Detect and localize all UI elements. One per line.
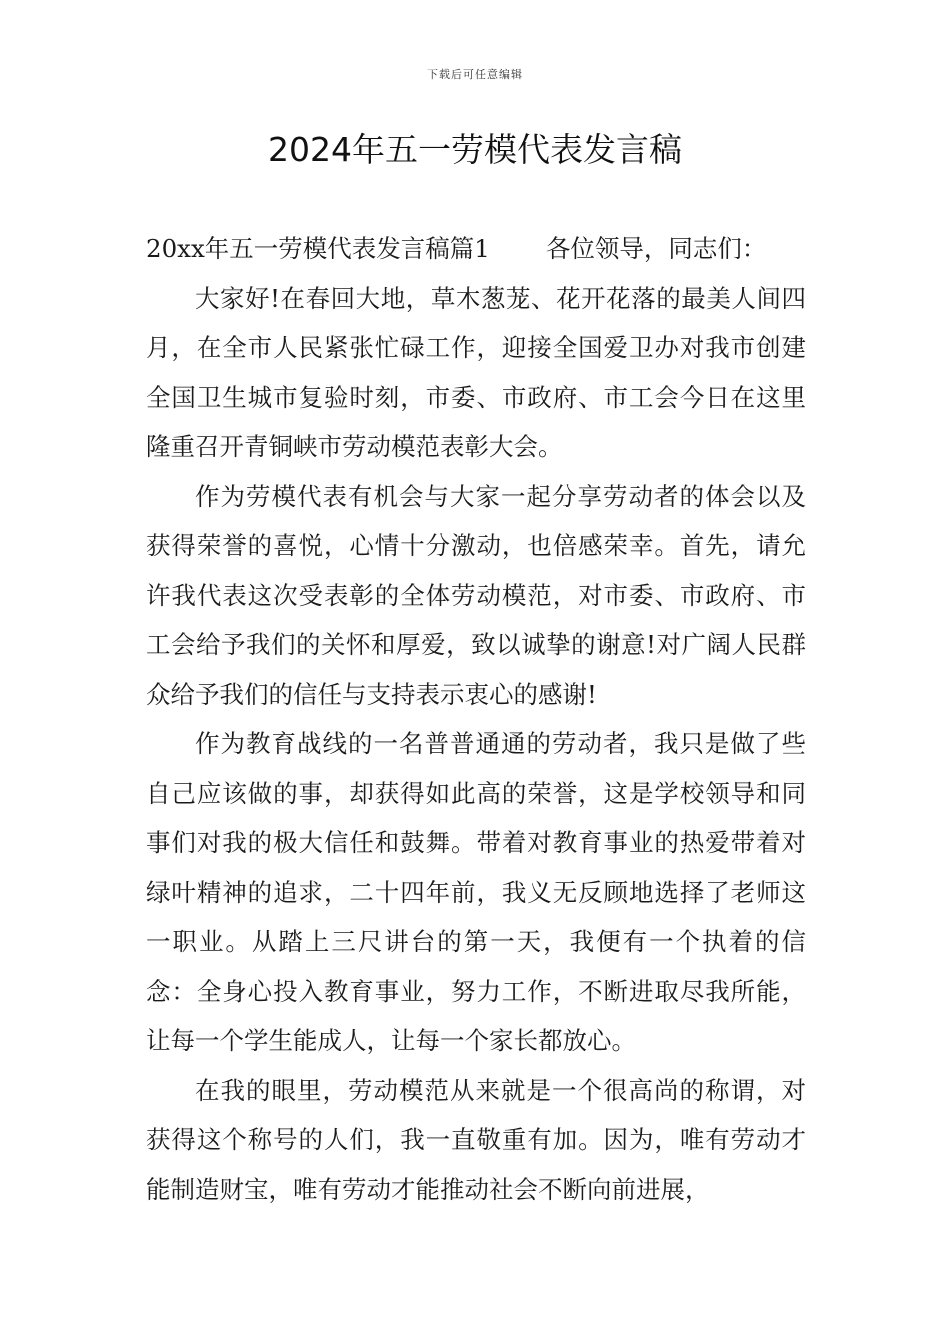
paragraph-2: 作为劳模代表有机会与大家一起分享劳动者的体会以及获得荣誉的喜悦，心情十分激动，也倍感荣幸。首先，请允许我代表这次受表彰的全体劳动模范，对市委、市政府、市工会给予我们的关怀和厚爱，致以诚挚的谢意!对广阔人民群众给予我们的信任与支持表示衷心的感谢! [146,481,806,709]
paragraph-1: 大家好!在春回大地，草木葱茏、花开花落的最美人间四月，在全市人民紧张忙碌工作，迎接全国爱卫办对我市创建全国卫生城市复验时刻，市委、市政府、市工会今日在这里隆重召开青铜峡市劳动模范表彰大会。 [146,283,806,461]
header-note: 下载后可任意编辑 [427,68,523,81]
section-heading: 20xx年五一劳模代表发言稿篇1 [146,234,490,263]
first-line [146,224,806,274]
salutation: 各位领导，同志们： [545,234,767,263]
paragraph-3: 作为教育战线的一名普普通通的劳动者，我只是做了些自己应该做的事，却获得如此高的荣誉，这是学校领导和同事们对我的极大信任和鼓舞。带着对教育事业的热爱带着对绿叶精神的追求，二十四年前，我义无反顾地选择了老师这一职业。从踏上三尺讲台的第一天，我便有一个执着的信念：全身心投入教育事业，努力工作，不断进取尽我所能，让每一个学生能成人，让每一个家长都放心。 [146,729,806,1055]
document-title: 2024年五一劳模代表发言稿 [268,130,682,169]
document-body [146,224,806,1214]
paragraph-4: 在我的眼里，劳动模范从来就是一个很高尚的称谓，对获得这个称号的人们，我一直敬重有加。因为，唯有劳动才能制造财宝，唯有劳动才能推动社会不断向前进展， [146,1075,806,1204]
